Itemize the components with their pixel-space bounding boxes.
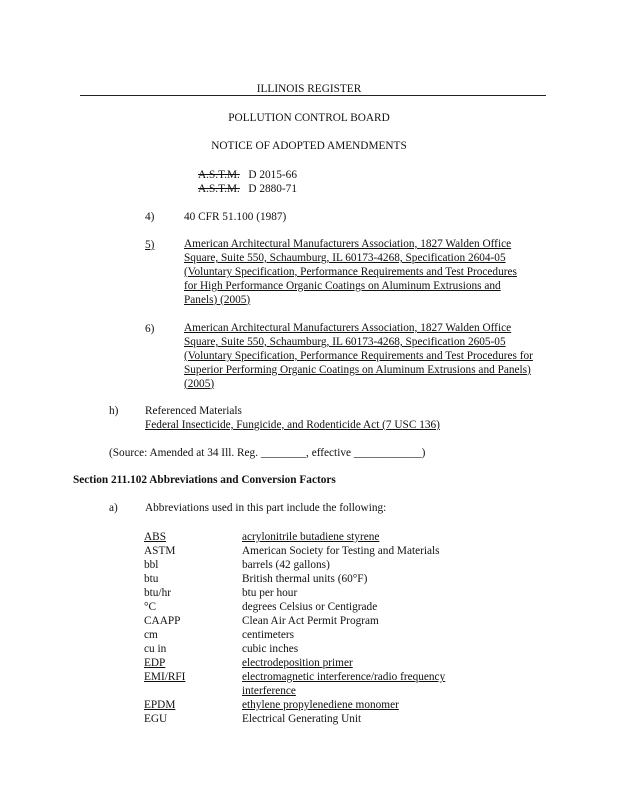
abbr-definition: electromagnetic interference/radio frequency	[242, 671, 446, 683]
abbr-term: °C	[144, 601, 157, 613]
abbr-term: bbl	[144, 559, 159, 571]
ref-number: 6)	[145, 323, 155, 335]
astm-spec: D 2880-71	[248, 183, 297, 195]
abbr-term: EPDM	[144, 699, 176, 711]
abbr-definition: Clean Air Act Permit Program	[242, 615, 379, 627]
abbr-term: ASTM	[144, 545, 176, 557]
source-blank-2: ____________	[353, 447, 422, 459]
abbr-term: EDP	[144, 657, 166, 669]
abbr-term: btu	[144, 573, 159, 585]
abbr-definition: interference	[242, 685, 296, 697]
source-blank-1: ________	[260, 447, 307, 459]
abbr-definition: centimeters	[242, 629, 295, 641]
notice-title: NOTICE OF ADOPTED AMENDMENTS	[211, 140, 407, 152]
abbr-definition: American Society for Testing and Materials	[242, 545, 440, 557]
subsection-text: Abbreviations used in this part include the following:	[145, 502, 387, 514]
subsection-label: h)	[109, 405, 119, 417]
abbr-definition: ethylene propylenediene monomer	[242, 699, 399, 711]
source-mid: , effective	[306, 447, 351, 459]
abbr-term: cm	[144, 629, 158, 641]
referenced-item: Federal Insecticide, Fungicide, and Rodenticide Act (7 USC 136)	[145, 419, 440, 431]
ref-text: 40 CFR 51.100 (1987)	[184, 211, 287, 223]
board-title: POLLUTION CONTROL BOARD	[228, 112, 390, 124]
abbr-definition: degrees Celsius or Centigrade	[242, 601, 378, 613]
abbr-definition: cubic inches	[242, 643, 299, 655]
abbr-term: cu in	[144, 643, 167, 655]
ref-text: American Architectural Manufacturers Association, 1827 Walden Office Square, Suite 550, Schaumburg, IL 60173-4268, Specification 2604-05 (Voluntary Specification, Performance Requirements and Test Procedures for High Performance Organic Coatings on Aluminum Extrusions and Panels) (2005)	[184, 238, 517, 306]
astm-code: A.S.T.M.	[198, 183, 240, 195]
abbr-term: EMI/RFI	[144, 671, 186, 683]
astm-spec: D 2015-66	[248, 169, 297, 181]
ref-text: American Architectural Manufacturers Association, 1827 Walden Office Square, Suite 550, Schaumburg, IL 60173-4268, Specification 2605-05 (Voluntary Specification, Performance Requirements and Test Procedures for Superior Performing Organic Coatings on Aluminum Extrusions and Panels) (2005)	[184, 322, 533, 390]
astm-line-1	[198, 168, 297, 182]
ref-number: 4)	[145, 211, 155, 223]
abbr-definition: acrylonitrile butadiene styrene	[242, 531, 380, 543]
abbr-definition: Electrical Generating Unit	[242, 713, 362, 725]
subsection-label: a)	[109, 502, 118, 514]
abbr-term: btu/hr	[144, 587, 171, 599]
abbr-term: ABS	[144, 531, 166, 543]
ref-number: 5)	[145, 239, 155, 251]
register-title: ILLINOIS REGISTER	[256, 83, 362, 95]
astm-line-2	[198, 182, 297, 196]
source-suffix: )	[421, 447, 426, 459]
section-heading: Section 211.102 Abbreviations and Conversion Factors	[73, 474, 336, 486]
source-prefix: (Source: Amended at 34 Ill. Reg.	[109, 447, 259, 459]
abbr-definition: btu per hour	[242, 587, 298, 599]
abbr-term: CAAPP	[144, 615, 181, 627]
astm-code: A.S.T.M.	[198, 169, 240, 181]
subsection-title: Referenced Materials	[145, 405, 242, 417]
abbr-definition: electrodeposition primer	[242, 657, 353, 669]
source-note	[109, 446, 425, 460]
abbr-definition: British thermal units (60°F)	[242, 573, 368, 585]
abbr-term: EGU	[144, 713, 168, 725]
abbr-definition: barrels (42 gallons)	[242, 559, 330, 571]
